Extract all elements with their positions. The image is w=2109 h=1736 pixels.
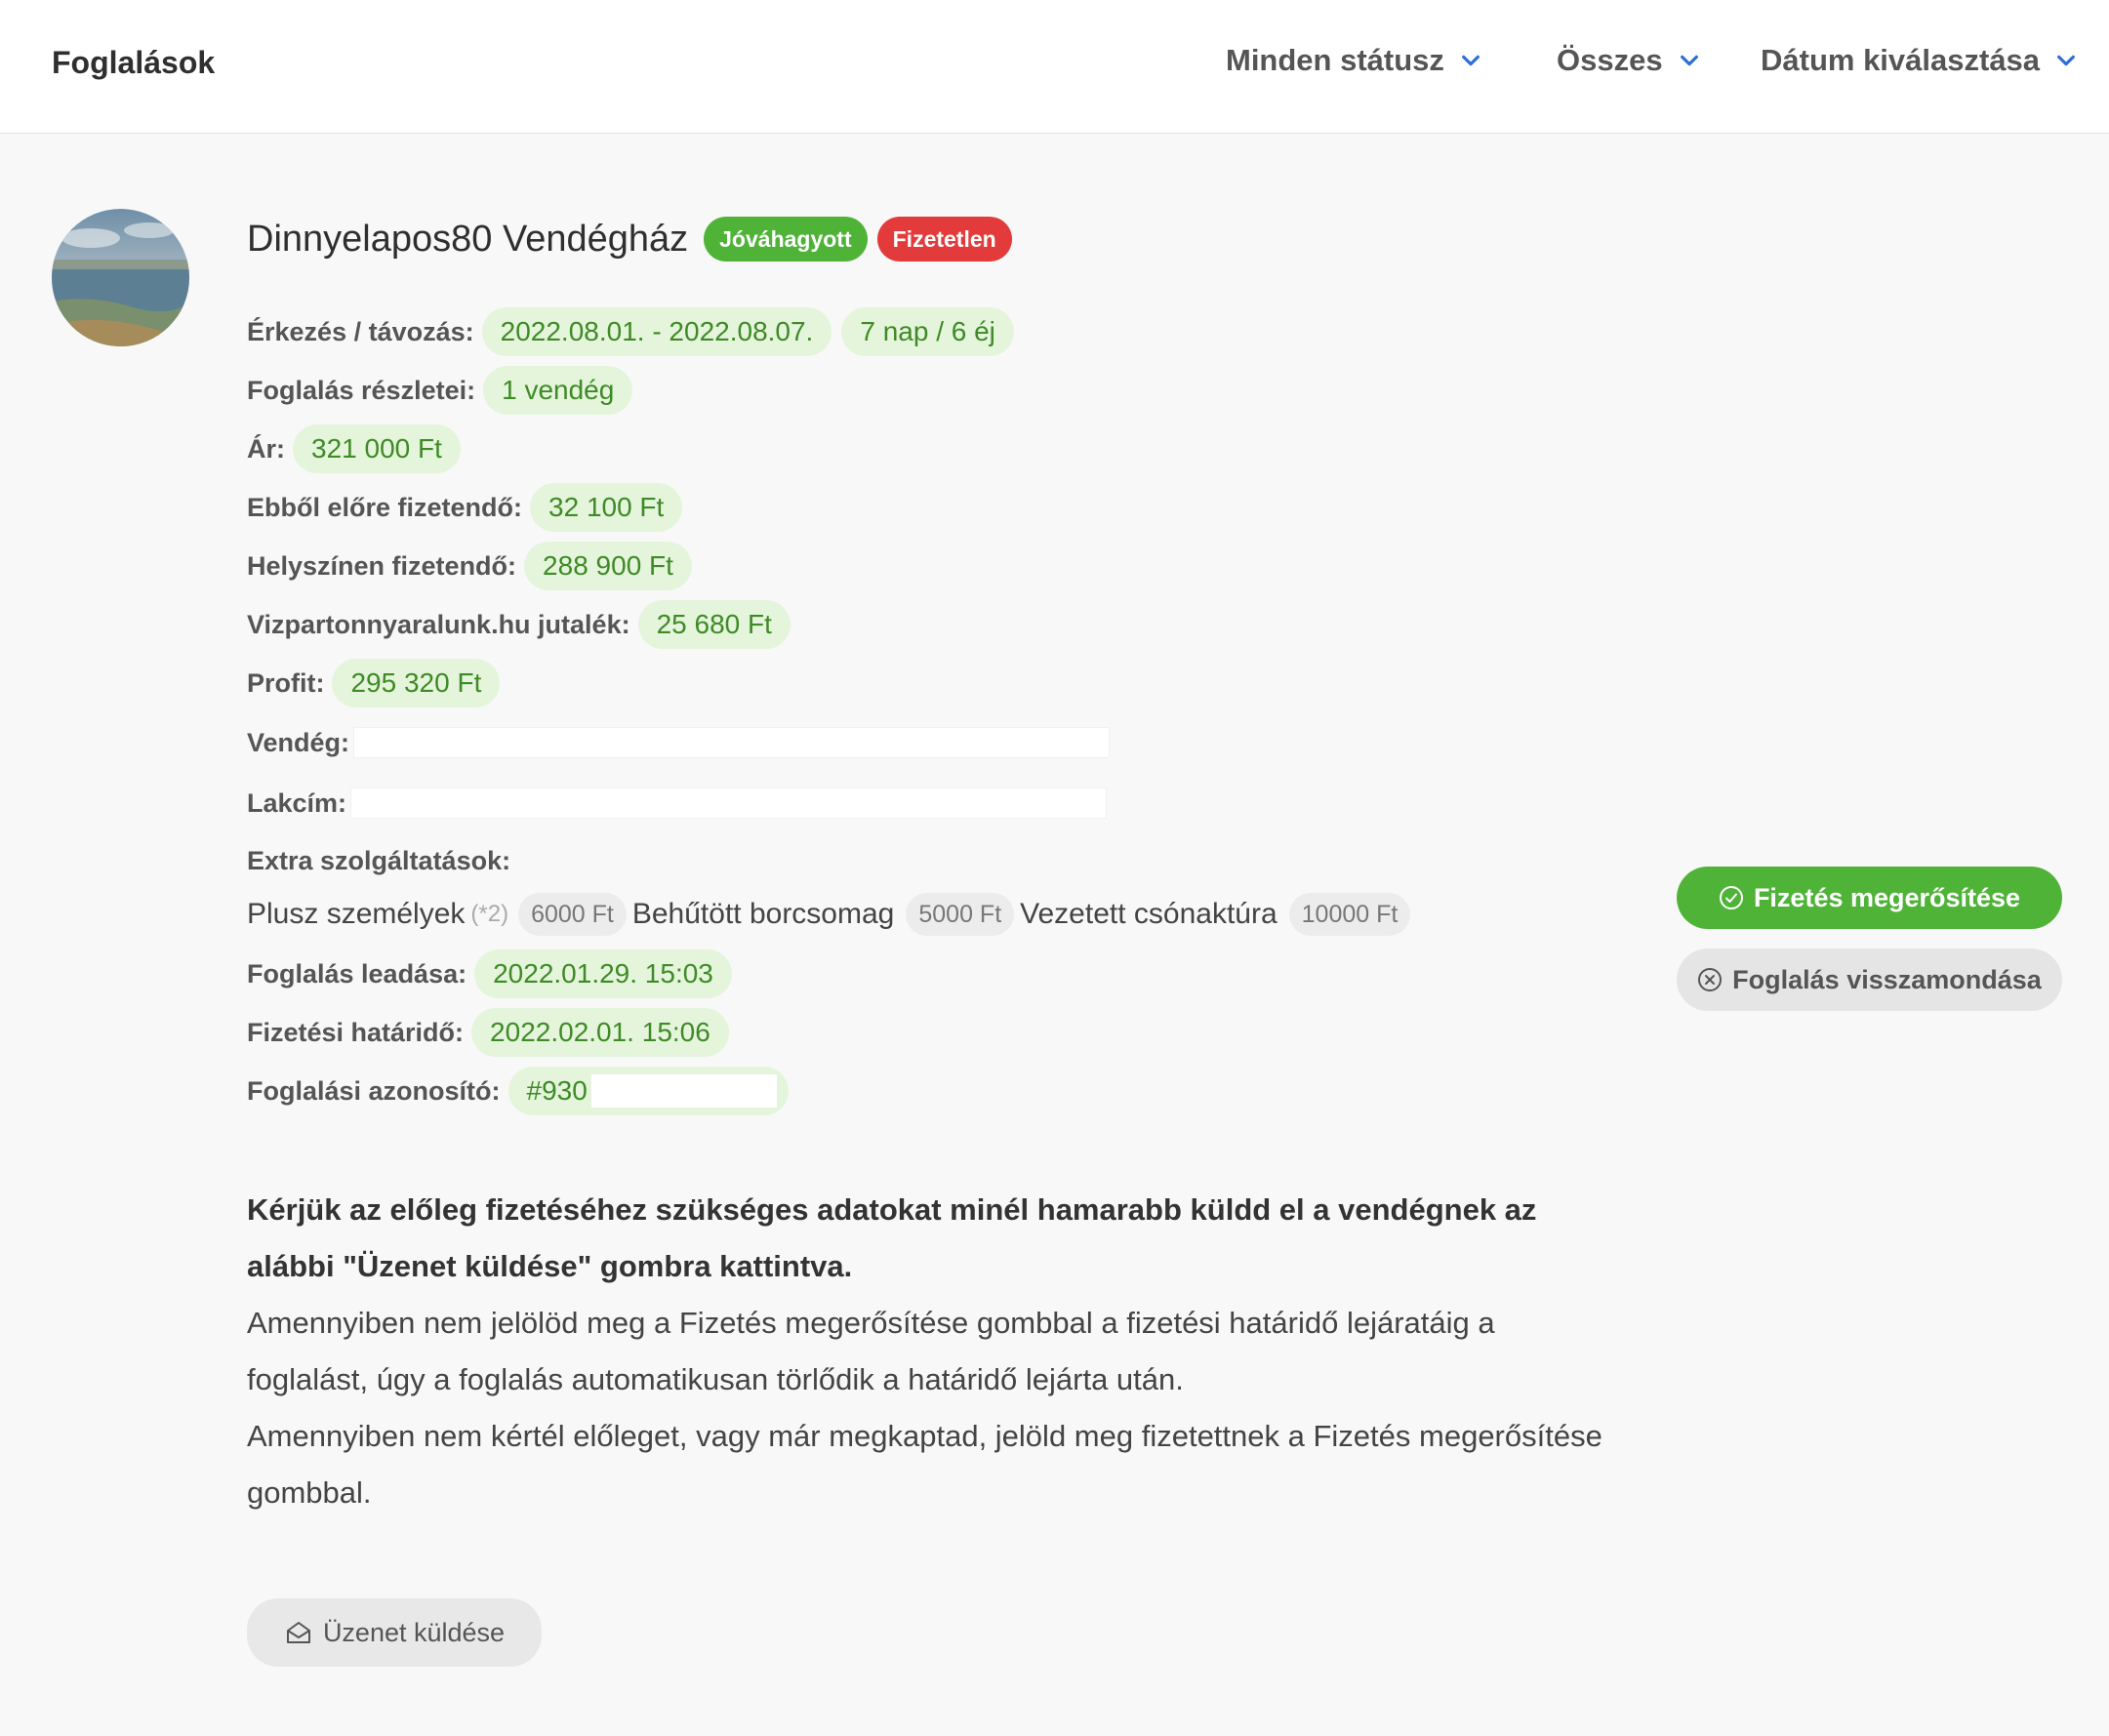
check-circle-icon xyxy=(1719,885,1744,910)
commission-row xyxy=(247,595,1416,654)
extra-item-price: 10000 Ft xyxy=(1289,893,1411,936)
property-name: Dinnyelapos80 Vendégház xyxy=(247,218,689,260)
extras-list xyxy=(247,888,1416,941)
price-label: Ár: xyxy=(247,433,285,464)
send-message-button[interactable] xyxy=(247,1598,542,1667)
booking-id-text: #930 xyxy=(526,1075,588,1106)
status-filter-dropdown[interactable] xyxy=(1226,43,1481,78)
chevron-down-icon xyxy=(1679,50,1700,71)
notice-text: Amennyiben nem jelölöd meg a Fizetés megerősítése gombbal a fizetési határidő lejáratáig a foglalást, úgy a foglalás automatikusan törlődik a határidő lejárta után. xyxy=(247,1306,1495,1396)
booking-id-redacted xyxy=(591,1074,777,1108)
extra-item-count: (*2) xyxy=(470,901,509,927)
status-badge-unpaid: Fizetetlen xyxy=(877,217,1012,262)
placed-label: Foglalás leadása: xyxy=(247,958,467,989)
booking-title-row xyxy=(247,217,1022,262)
notice-text: Amennyiben nem kértél előleget, vagy már megkaptad, jelöld meg fizetettnek a Fizetés megerősítése gombbal. xyxy=(247,1419,1602,1510)
deadline-value: 2022.02.01. 15:06 xyxy=(471,1008,729,1057)
commission-value: 25 680 Ft xyxy=(638,600,791,649)
arrival-label: Érkezés / távozás: xyxy=(247,316,474,346)
guest-label: Vendég: xyxy=(247,727,350,757)
address-value-redacted xyxy=(350,787,1107,819)
extra-item-name: Vezetett csónaktúra xyxy=(1020,898,1278,930)
page-title: Foglalások xyxy=(52,45,216,80)
extra-item-price: 6000 Ft xyxy=(518,893,627,936)
prepay-row xyxy=(247,478,1416,537)
profit-row xyxy=(247,654,1416,712)
booking-id-label: Foglalási azonosító: xyxy=(247,1075,501,1106)
commission-label: Vizpartonnyaralunk.hu jutalék: xyxy=(247,609,630,639)
confirm-payment-label: Fizetés megerősítése xyxy=(1753,882,2021,912)
prepay-label: Ebből előre fizetendő: xyxy=(247,492,523,522)
placed-value: 2022.01.29. 15:03 xyxy=(474,949,732,998)
extras-label: Extra szolgáltatások: xyxy=(247,845,511,875)
cancel-booking-button[interactable] xyxy=(1677,949,2062,1011)
top-bar xyxy=(0,0,2109,134)
extra-item-price: 5000 Ft xyxy=(906,893,1014,936)
close-circle-icon xyxy=(1697,967,1723,992)
property-filter-label: Összes xyxy=(1557,43,1663,77)
prepay-value: 32 100 Ft xyxy=(530,483,682,532)
status-filter-label: Minden státusz xyxy=(1226,43,1444,77)
notice-bold-text: Kérjük az előleg fizetéséhez szükséges adatokat minél hamarabb küldd el a vendégnek az alábbi "Üzenet küldése" gombra kattintva. xyxy=(247,1192,1537,1283)
details-label: Foglalás részletei: xyxy=(247,375,476,405)
property-filter-dropdown[interactable] xyxy=(1557,43,1700,78)
booking-details xyxy=(247,303,1416,1120)
guest-value-redacted xyxy=(353,727,1110,758)
confirm-payment-button[interactable] xyxy=(1677,867,2062,929)
chevron-down-icon xyxy=(2055,50,2077,71)
address-label: Lakcím: xyxy=(247,787,347,818)
chevron-down-icon xyxy=(1460,50,1481,71)
onsite-label: Helyszínen fizetendő: xyxy=(247,550,517,581)
extra-item-name: Plusz személyek xyxy=(247,898,466,930)
profit-value: 295 320 Ft xyxy=(332,659,500,707)
deadline-row xyxy=(247,1003,1416,1062)
payment-notice xyxy=(247,1182,1613,1521)
status-badge-approved: Jóváhagyott xyxy=(704,217,867,262)
nights-value: 7 nap / 6 éj xyxy=(841,307,1014,356)
profit-label: Profit: xyxy=(247,667,325,698)
guest-row xyxy=(247,712,1416,773)
details-value: 1 vendég xyxy=(483,366,632,415)
price-row xyxy=(247,420,1416,478)
placed-row xyxy=(247,945,1416,1003)
booking-id-row xyxy=(247,1062,1416,1120)
booking-id-value xyxy=(508,1067,789,1115)
details-row xyxy=(247,361,1416,420)
send-message-label: Üzenet küldése xyxy=(322,1617,506,1647)
arrival-row xyxy=(247,303,1416,361)
deadline-label: Fizetési határidő: xyxy=(247,1017,465,1047)
onsite-value: 288 900 Ft xyxy=(524,542,692,590)
date-filter-dropdown[interactable] xyxy=(1761,43,2077,78)
envelope-open-icon xyxy=(284,1618,313,1647)
date-filter-label: Dátum kiválasztása xyxy=(1761,43,2041,77)
arrival-value: 2022.08.01. - 2022.08.07. xyxy=(482,307,832,356)
cancel-booking-label: Foglalás visszamondása xyxy=(1732,964,2042,994)
property-avatar xyxy=(52,209,189,346)
price-value: 321 000 Ft xyxy=(293,424,461,473)
address-row xyxy=(247,773,1416,833)
extra-item-name: Behűtött borcsomag xyxy=(631,898,895,930)
onsite-row xyxy=(247,537,1416,595)
extras-label-row xyxy=(247,833,1416,888)
